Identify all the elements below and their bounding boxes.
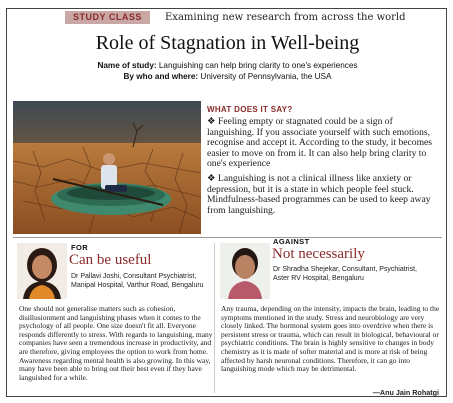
for-doctor-line-1: Dr Pallavi Joshi, Consultant Psychiatrist, (71, 273, 197, 280)
against-doctor-line-2: Aster RV Hospital, Bengaluru (273, 275, 364, 282)
newspaper-clipping (6, 8, 447, 397)
for-doctor-credit (71, 272, 213, 290)
section-tag: STUDY CLASS (65, 11, 150, 24)
for-heading: Can be useful (69, 252, 152, 268)
for-doctor-photo (17, 243, 67, 299)
for-label: FOR (71, 243, 89, 252)
against-label: AGAINST (273, 237, 310, 246)
study-name-value: Languishing can help bring clarity to one's experiences (158, 61, 358, 70)
section-tagline: Examining new research from across the world (165, 12, 406, 23)
against-body-text: Any trauma, depending on the intensity, impacts the brain, leading to the symptoms mentioned in the study. Stress and neurobiology are very closely linked. The hormonal system goes into overdrive when there is persistent stress or trauma, which can result in biological, behavioural or psychiatric conditions. The brain is highly sensitive to changes in body chemistry as it is made of softer material and is more at risk of being affected by harsh neuronal conditions. Therefore, it can go into languishing mode which may be detrimental. (221, 304, 440, 374)
study-origin-value: University of Pennsylvania, the USA (200, 72, 332, 81)
what-point-1: ❖ Feeling empty or stagnated could be a sign of languishing. If you associate yourself with such emotions, recognise and accept it. According to the study, it becomes easier to move on from it. It can also help bring clarity to one's experience (207, 116, 433, 170)
against-doctor-photo (220, 243, 270, 299)
header-bar (7, 9, 448, 26)
against-doctor-credit (273, 265, 443, 283)
what-heading: WHAT DOES IT SAY? (207, 105, 293, 114)
against-doctor-line-1: Dr Shradha Shejekar, Consultant, Psychiatrist, (273, 266, 417, 273)
section-divider (13, 237, 442, 238)
what-point-2: ❖ Languishing is not a clinical illness like anxiety or depression, but it is a state in which people feel stuck. Mindfulness-based programmes can be used to keep away from languishing. (207, 172, 431, 216)
for-doctor-line-2: Manipal Hospital, Varthur Road, Bengaluru (71, 282, 204, 289)
article-title: Role of Stagnation in Well-being (95, 32, 360, 54)
against-heading: Not necessarily (272, 246, 365, 262)
study-name-label: Name of study: (97, 61, 157, 70)
study-origin-label: By who and where: (123, 72, 199, 81)
article-photo (13, 101, 201, 234)
what-does-it-say-section (207, 105, 439, 216)
for-body-text: One should not generalise matters such as cohesion, disillusionment and languishing phases when it comes to the psychology of all people. One size doesn't fit all. Everyone responds differently to stress. With regards to languishing, many companies have seen a tremendous increase in productivity, and are therefore, giving employees the option to work from home. Awareness regarding mental health is also growing. In this way, many have been able to bring out their best even if they have languished for a while. (19, 304, 213, 382)
study-origin-line (7, 71, 448, 82)
study-name-line (7, 60, 448, 71)
author-byline: —Anu Jain Rohatgi (372, 388, 439, 397)
